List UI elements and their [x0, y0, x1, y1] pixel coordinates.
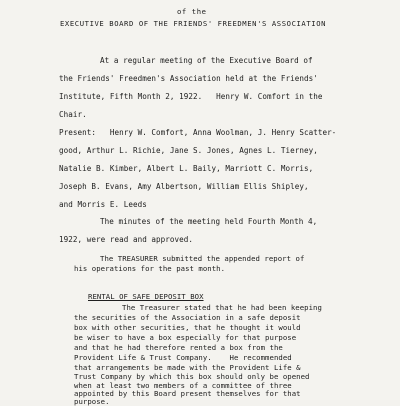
opening-line-3: Institute, Fifth Month 2, 1922. Henry W. Comfort in the: [59, 92, 323, 101]
present-line-1: Present: Henry W. Comfort, Anna Woolman, J. Henry Scatter-: [59, 128, 337, 137]
present-line-4: Joseph B. Evans, Amy Albertson, William Ellis Shipley,: [59, 182, 309, 191]
present-line-3: Natalie B. Kimber, Albert L. Baily, Marriott C. Morris,: [59, 164, 314, 173]
treasurer-line-2: his operations for the past month.: [74, 264, 226, 273]
opening-line-1: At a regular meeting of the Executive Board of: [100, 56, 313, 65]
opening-line-4: Chair.: [59, 110, 87, 119]
opening-line-2: the Friends' Freedmen's Association held at the Friends': [59, 74, 318, 83]
present-line-5: and Morris E. Leeds: [59, 200, 147, 209]
section-body-line-2: the securities of the Association in a safe deposit: [74, 313, 301, 322]
treasurer-line-1: The TREASURER submitted the appended report of: [100, 254, 305, 263]
section-body-line-6: Provident Life & Trust Company. He recommended: [74, 353, 292, 362]
minutes-line-1: The minutes of the meeting held Fourth Month 4,: [100, 217, 318, 226]
section-heading: RENTAL OF SAFE DEPOSIT BOX: [88, 292, 204, 301]
section-body-line-8: Trust Company by which this box should only be opened: [74, 372, 310, 381]
present-line-2: good, Arthur L. Richie, Jane S. Jones, Agnes L. Tierney,: [59, 146, 318, 155]
section-body-line-3: box with other securities, that he thought it would: [74, 323, 301, 332]
section-body-line-9: when at least two members of a committee of three: [74, 381, 292, 390]
section-body-line-11: purpose.: [74, 397, 110, 406]
section-body-line-10: appointed by this Board present themselves for that: [74, 389, 301, 398]
section-body-line-7: that arrangements be made with the Provident Life &: [74, 363, 301, 372]
header-of-the: of the: [177, 7, 207, 16]
header-organization: EXECUTIVE BOARD OF THE FRIENDS' FREEDMEN'S ASSOCIATION: [60, 19, 327, 28]
section-body-line-4: be wiser to have a box especially for that purpose: [74, 333, 297, 342]
section-body-line-5: and that he had therefore rented a box from the: [74, 343, 283, 352]
minutes-line-2: 1922, were read and approved.: [59, 235, 194, 244]
section-body-line-1: The Treasurer stated that he had been keeping: [122, 303, 322, 312]
